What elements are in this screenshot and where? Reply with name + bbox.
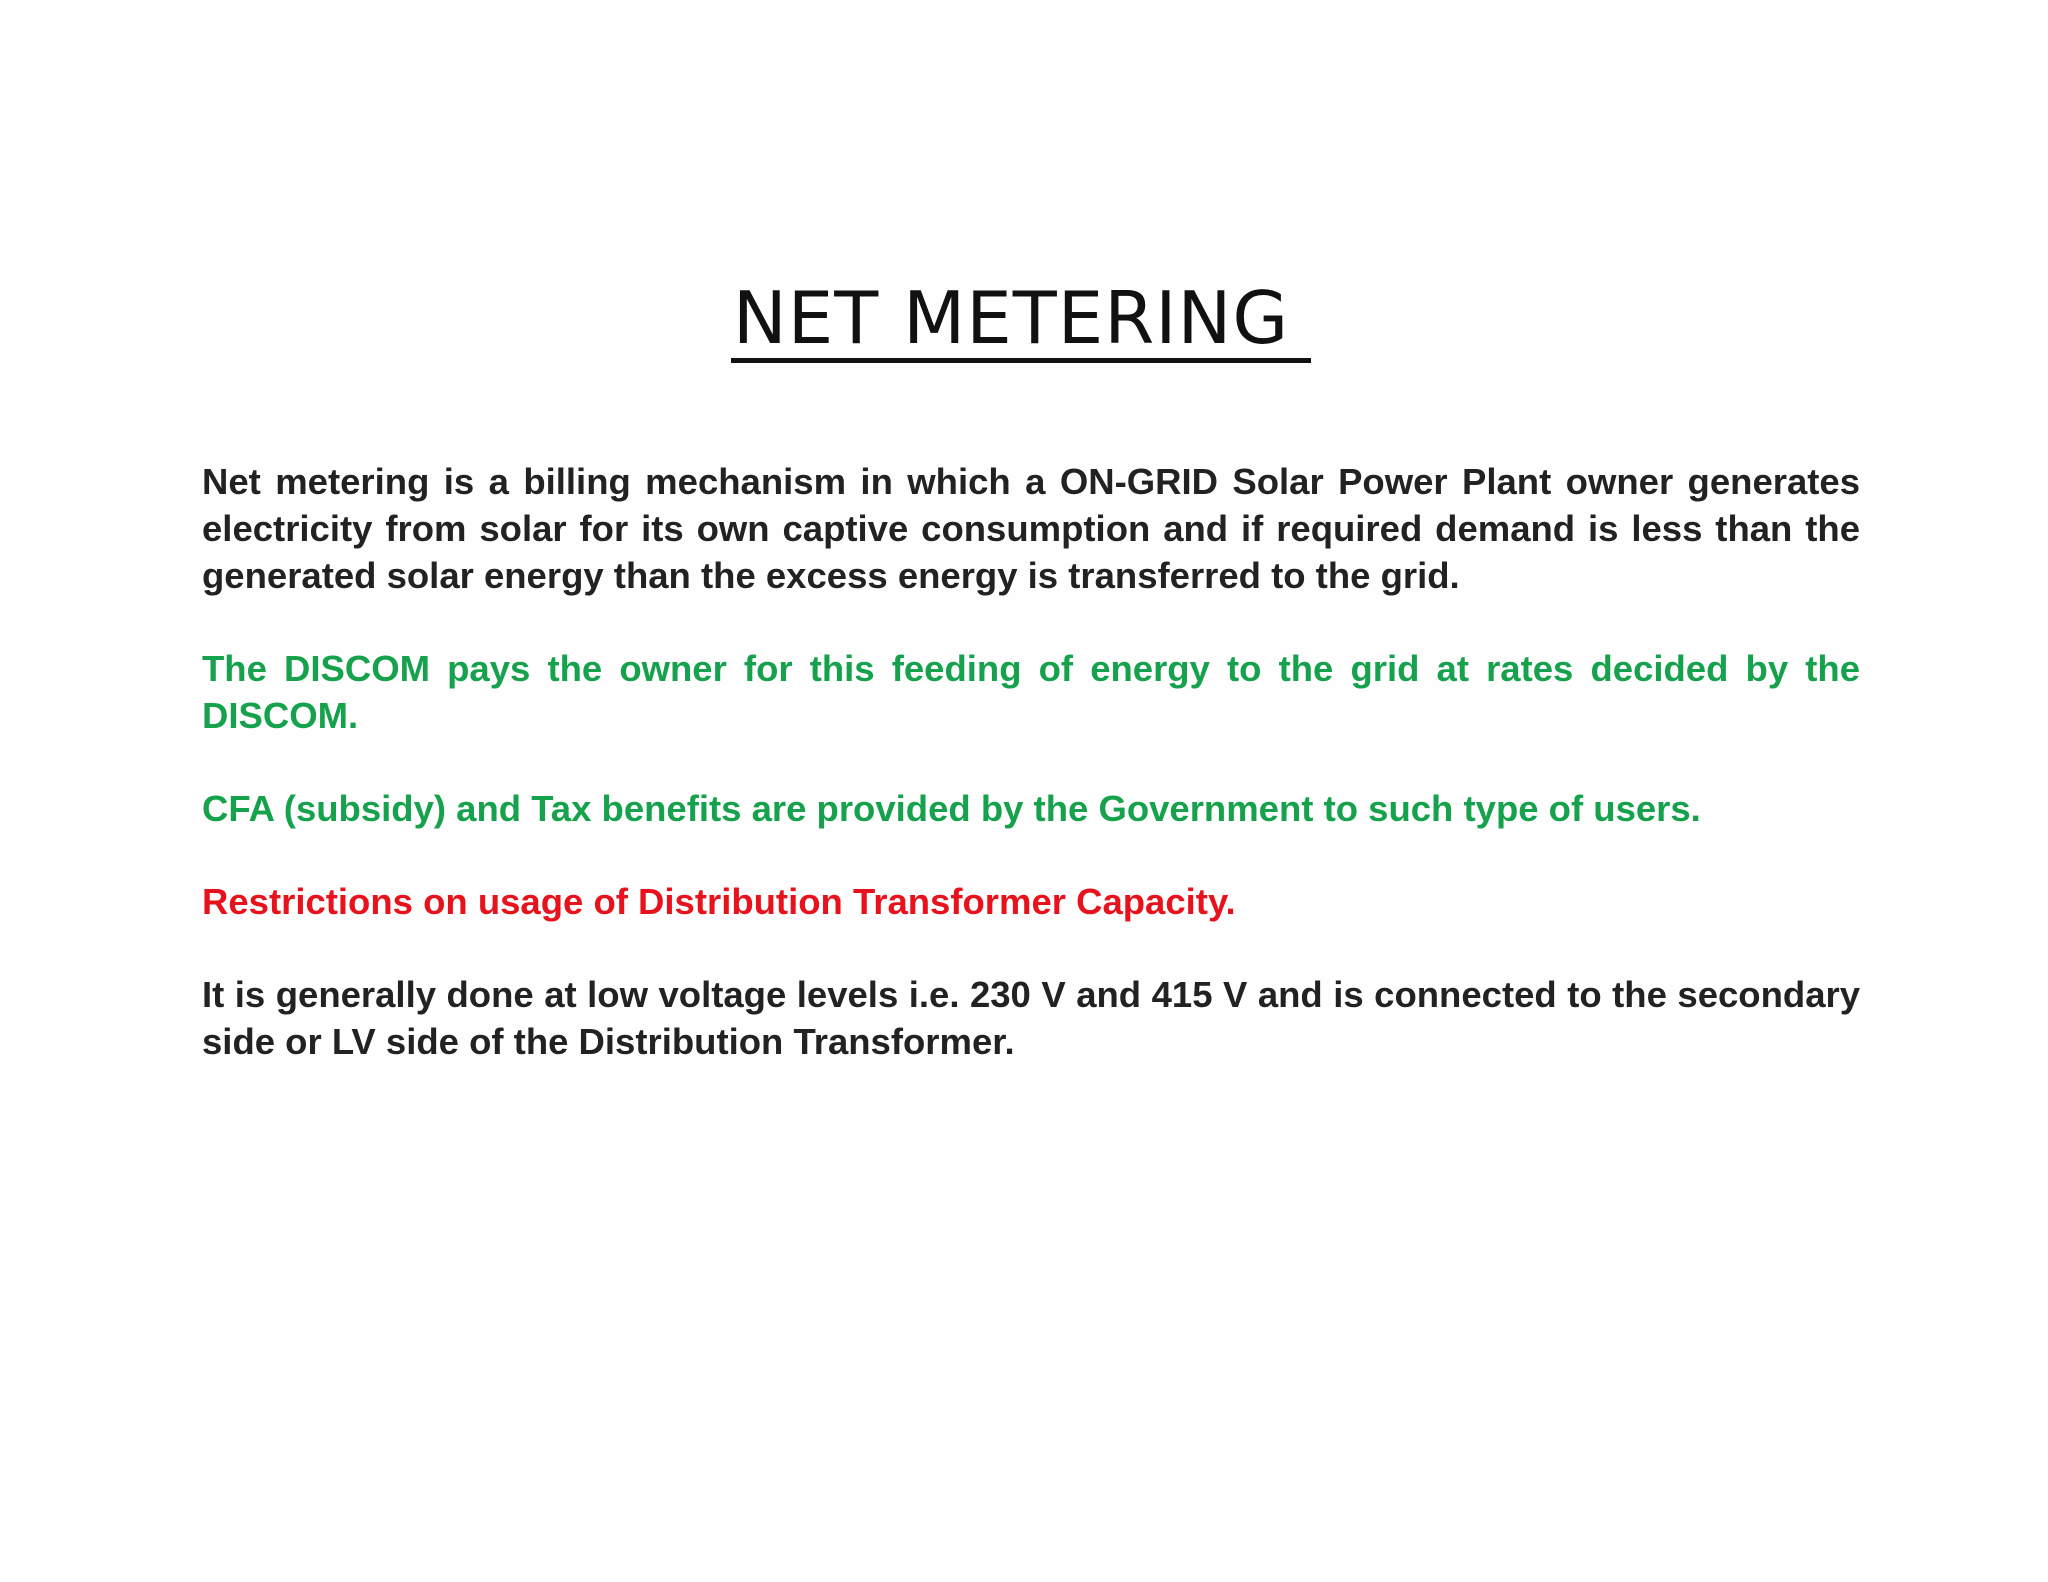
- slide-body: [202, 458, 1860, 1111]
- paragraph-restrictions: Restrictions on usage of Distribution Transformer Capacity.: [202, 881, 1236, 922]
- slide-title-text: NET METERING: [731, 278, 1311, 363]
- paragraph-voltage-levels: It is generally done at low voltage levels i.e. 230 V and 415 V and is connected to the secondary side or LV side of the Distribution Transformer.: [202, 974, 1860, 1062]
- slide-title: [0, 278, 2048, 363]
- paragraph-net-metering-definition: Net metering is a billing mechanism in which a ON-GRID Solar Power Plant owner generates electricity from solar for its own captive consumption and if required demand is less than the generated solar energy than the excess energy is transferred to the grid.: [202, 461, 1860, 596]
- paragraph-discom-payment: The DISCOM pays the owner for this feeding of energy to the grid at rates decided by the DISCOM.: [202, 648, 1860, 736]
- paragraph-cfa-tax-benefits: CFA (subsidy) and Tax benefits are provided by the Government to such type of users.: [202, 788, 1701, 829]
